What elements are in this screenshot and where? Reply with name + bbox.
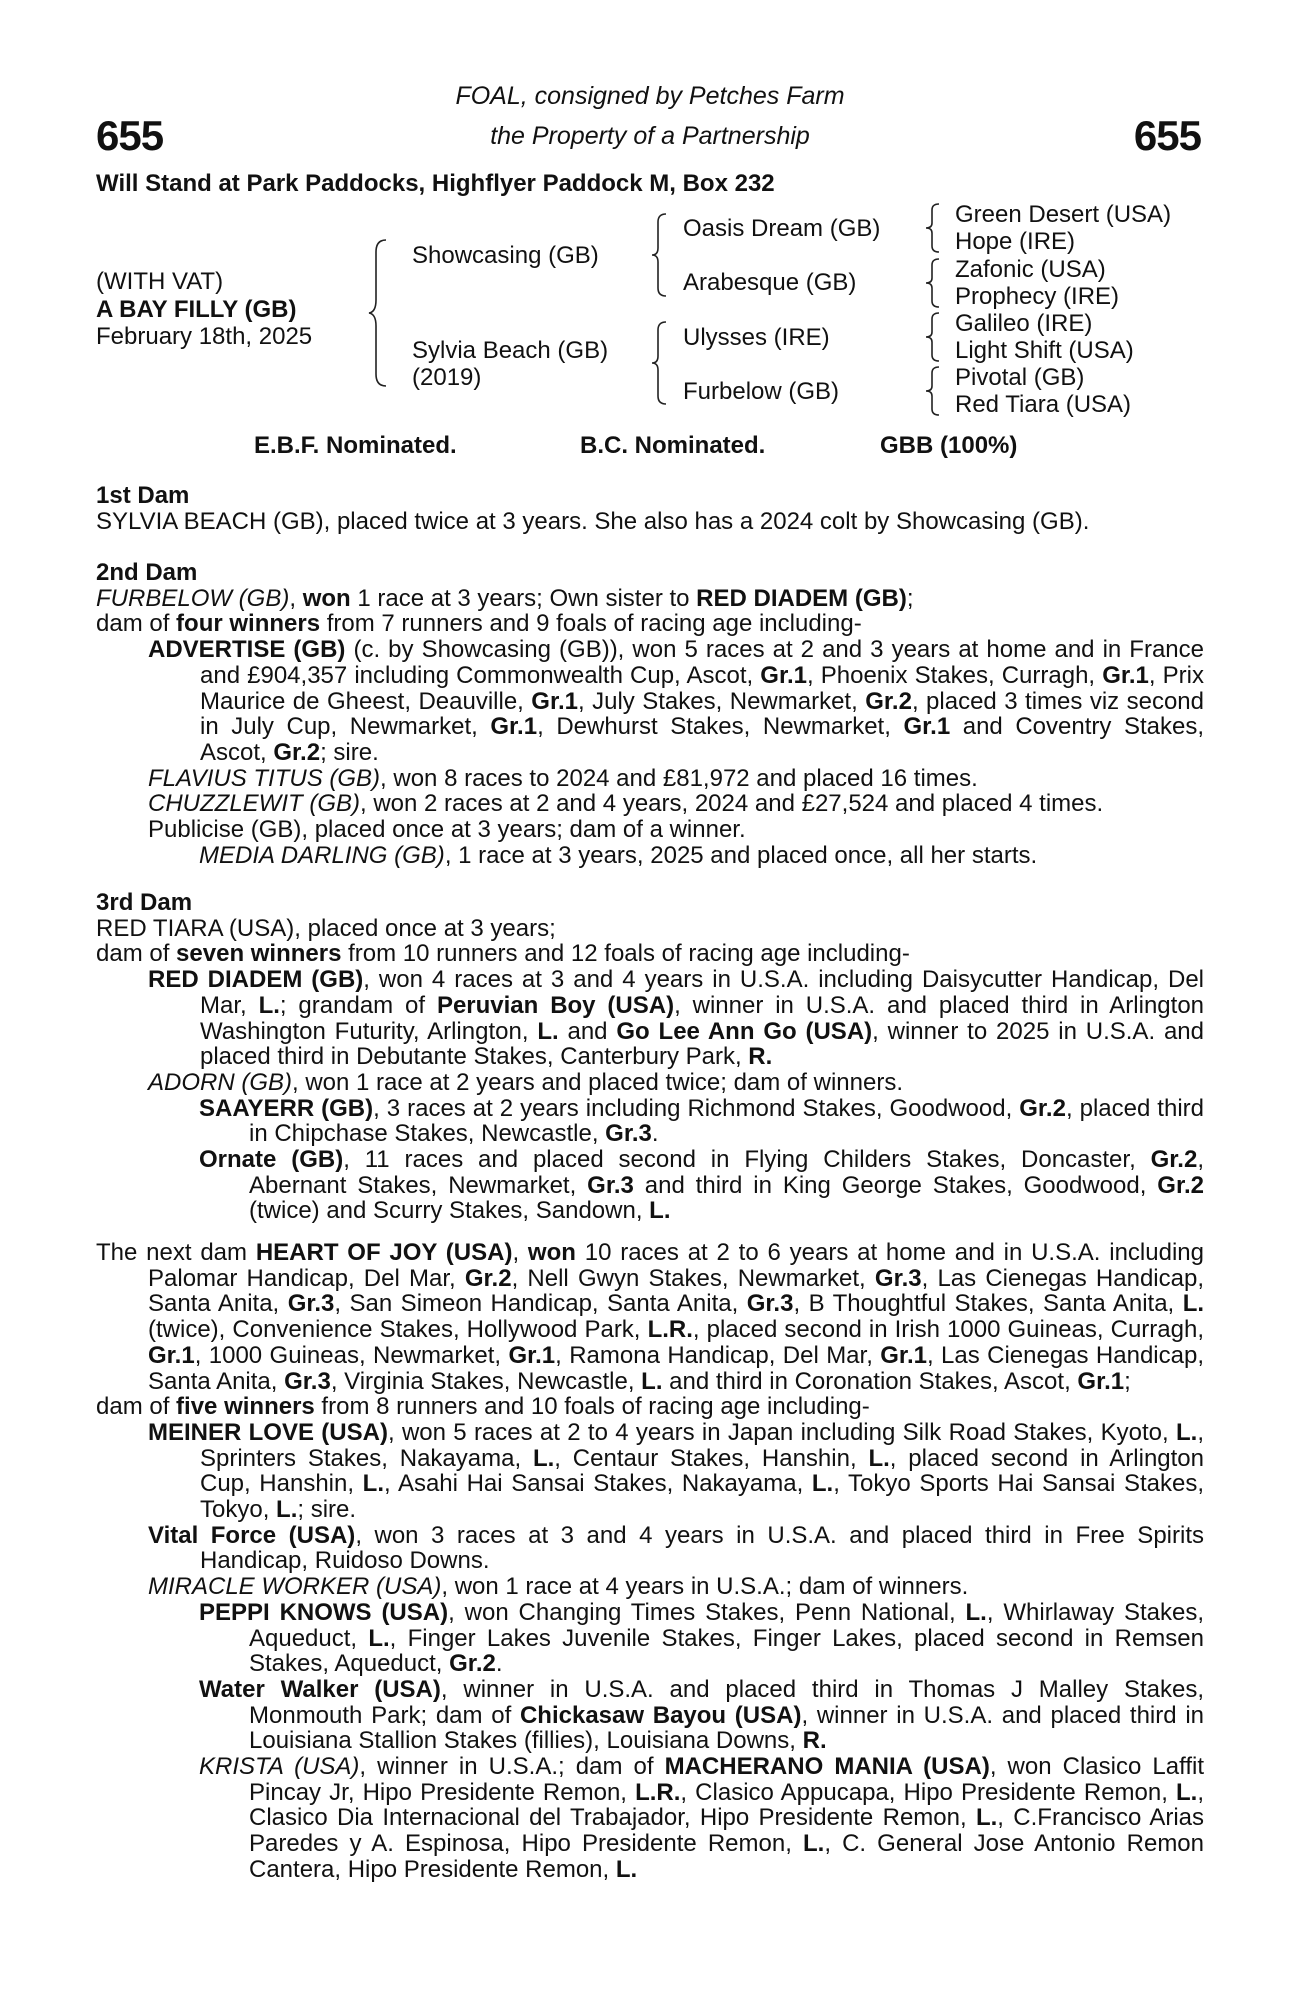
sdd: Prophecy (IRE) — [955, 283, 1120, 310]
third-dam-heading: 3rd Dam — [96, 889, 193, 916]
first-dam-section — [96, 483, 1204, 534]
produce-advertise: ADVERTISE (GB) (c. by Showcasing (GB)), won 5 races at 2 and 3 years at home and in France and £904,357 including Commonwealth Cup, Ascot, Gr.1, Phoenix Stakes, Curragh, Gr.1, Prix Maurice de Gheest, Deauville, Gr.1, July Stakes, Newmarket, Gr.2, placed 3 times viz second in July Cup, Newmarket, Gr.1, Dewhurst Stakes, Newmarket, Gr.1 and Coventry Stakes, Ascot, Gr.2; sire. — [148, 636, 1205, 766]
vat-label: (WITH VAT) — [96, 268, 224, 295]
produce-ornate: Ornate (GB), 11 races and placed second in Flying Childers Stakes, Doncaster, Gr.2, Abernant Stakes, Newmarket, Gr.3 and third in King George Stakes, Goodwood, Gr.2 (twice) and Scurry Stakes, Sandown, L. — [199, 1146, 1204, 1225]
first-dam-heading: 1st Dam — [96, 482, 190, 509]
produce-chuzzlewit: CHUZZLEWIT (GB), won 2 races at 2 and 4 years, 2024 and £27,524 and placed 4 times. — [148, 790, 1104, 818]
third-dam-section — [96, 890, 1204, 1224]
produce-water-walker: Water Walker (USA), winner in U.S.A. and placed third in Thomas J Malley Stakes, Monmouth Park; dam of Chickasaw Bayou (USA), winner in U.S.A. and placed third in Louisiana Stallion Stakes (fillies), Louisiana Downs, R. — [199, 1675, 1205, 1755]
next-dam-heart-of-joy: The next dam HEART OF JOY (USA), won 10 races at 2 to 6 years at home and in U.S.A. including Palomar Handicap, Del Mar, Gr.2, Nell Gwyn Stakes, Newmarket, Gr.3, Las Cienegas Handicap, Santa Anita, Gr.3, San Simeon Handicap, Santa Anita, Gr.3, B Thoughtful Stakes, Santa Anita, L. (twice), Convenience Stakes, Hollywood Park, L.R., placed second in Irish 1000 Guineas, Curragh, Gr.1, 1000 Guineas, Newmarket, Gr.1, Ramona Handicap, Del Mar, Gr.1, Las Cienegas Handicap, Santa Anita, Gr.3, Virginia Stakes, Newcastle, L. and third in Coronation Stakes, Ascot, Gr.1; — [96, 1239, 1205, 1395]
sire-dam: Arabesque (GB) — [683, 269, 857, 296]
produce-peppi-knows: PEPPI KNOWS (USA), won Changing Times Stakes, Penn National, L., Whirlaway Stakes, Aqueduct, L., Finger Lakes Juvenile Stakes, Finger Lakes, placed second in Remsen Stakes, Aqueduct, Gr.2. — [199, 1598, 1204, 1678]
sire: Showcasing (GB) — [412, 242, 599, 269]
dam-year: (2019) — [412, 364, 482, 391]
property-line: the Property of a Partnership — [490, 122, 810, 150]
produce-flavius-titus: FLAVIUS TITUS (GB), won 8 races to 2024 and £81,972 and placed 16 times. — [148, 764, 978, 792]
stand-location: Will Stand at Park Paddocks, Highflyer Paddock M, Box 232 — [96, 170, 775, 197]
dss: Galileo (IRE) — [955, 310, 1093, 337]
lot-dob: February 18th, 2025 — [96, 323, 313, 350]
sire-sire: Oasis Dream (GB) — [683, 215, 881, 242]
pedigree-brace-dam — [650, 320, 670, 406]
second-dam-heading: 2nd Dam — [96, 559, 198, 586]
next-dam-produce-line: dam of five winners from 8 runners and 10 foals of racing age including- — [96, 1393, 870, 1421]
first-dam-text: SYLVIA BEACH (GB), placed twice at 3 years. She also has a 2024 colt by Showcasing (GB). — [96, 507, 1090, 535]
lot-number-left: 655 — [96, 112, 164, 159]
pedigree-brace-sd — [924, 257, 942, 309]
dam-dam: Furbelow (GB) — [683, 378, 840, 405]
produce-saayerr: SAAYERR (GB), 3 races at 2 years including Richmond Stakes, Goodwood, Gr.2, placed third in Chipchase Stakes, Newcastle, Gr.3. — [199, 1094, 1204, 1148]
pedigree-brace-sire — [650, 212, 670, 298]
third-dam-produce-line: dam of seven winners from 10 runners and 12 foals of racing age including- — [96, 940, 910, 968]
second-dam-section — [96, 560, 1204, 868]
sss: Green Desert (USA) — [955, 201, 1172, 228]
pedigree-brace-ss — [924, 202, 942, 254]
pedigree-brace-dd — [924, 365, 942, 417]
ddd: Red Tiara (USA) — [955, 391, 1132, 418]
pedigree-brace-main — [368, 238, 390, 388]
dam: Sylvia Beach (GB) — [412, 337, 609, 364]
produce-publicise: Publicise (GB), placed once at 3 years; dam of a winner. — [148, 816, 746, 844]
produce-red-diadem: RED DIADEM (GB), won 4 races at 3 and 4 years in U.S.A. including Daisycutter Handicap, Del Mar, L.; grandam of Peruvian Boy (USA), winner in U.S.A. and placed third in Arlington Washington Futurity, Arlington, L. and Go Lee Ann Go (USA), winner to 2025 in U.S.A. and placed third in Debutante Stakes, Canterbury Park, R. — [148, 966, 1205, 1071]
pedigree-brace-ds — [924, 311, 942, 363]
second-dam-line: FURBELOW (GB), won 1 race at 3 years; Own sister to RED DIADEM (GB); — [96, 584, 914, 612]
bc-nomination: B.C. Nominated. — [580, 432, 766, 459]
lot-name: A BAY FILLY (GB) — [96, 296, 297, 323]
sds: Zafonic (USA) — [955, 256, 1106, 283]
produce-miracle-worker: MIRACLE WORKER (USA), won 1 race at 4 years in U.S.A.; dam of winners. — [148, 1573, 969, 1601]
dam-sire: Ulysses (IRE) — [683, 324, 830, 351]
lot-number-right: 655 — [1133, 112, 1201, 159]
next-dam-section — [96, 1240, 1204, 1883]
third-dam-line: RED TIARA (USA), placed once at 3 years; — [96, 914, 556, 942]
produce-krista: KRISTA (USA), winner in U.S.A.; dam of MACHERANO MANIA (USA), won Clasico Laffit Pincay Jr, Hipo Presidente Remon, L.R., Clasico Appucapa, Hipo Presidente Remon, L., Clasico Dia Internacional del Trabajador, Hipo Presidente Remon, L., C.Francisco Arias Paredes y A. Espinosa, Hipo Presidente Remon, L., C. General Jose Antonio Remon Cantera, Hipo Presidente Remon, L. — [199, 1753, 1205, 1883]
produce-media-darling: MEDIA DARLING (GB), 1 race at 3 years, 2025 and placed once, all her starts. — [199, 841, 1038, 869]
ebf-nomination: E.B.F. Nominated. — [254, 432, 457, 459]
gbb-status: GBB (100%) — [880, 432, 1018, 459]
dds: Pivotal (GB) — [955, 364, 1085, 391]
produce-meiner-love: MEINER LOVE (USA), won 5 races at 2 to 4 years in Japan including Silk Road Stakes, Kyoto, L., Sprinters Stakes, Nakayama, L., Centaur Stakes, Hanshin, L., placed second in Arlington Cup, Hanshin, L., Asahi Hai Sansai Stakes, Nakayama, L., Tokyo Sports Hai Sansai Stakes, Tokyo, L.; sire. — [148, 1418, 1205, 1524]
dsd: Light Shift (USA) — [955, 337, 1134, 364]
produce-vital-force: Vital Force (USA), won 3 races at 3 and 4 years in U.S.A. and placed third in Free Spirits Handicap, Ruidoso Downs. — [148, 1521, 1204, 1575]
second-dam-produce-line: dam of four winners from 7 runners and 9 foals of racing age including- — [96, 610, 862, 638]
ssd: Hope (IRE) — [955, 228, 1076, 255]
produce-adorn: ADORN (GB), won 1 race at 2 years and placed twice; dam of winners. — [148, 1068, 903, 1096]
consignor-line: FOAL, consigned by Petches Farm — [455, 82, 845, 110]
